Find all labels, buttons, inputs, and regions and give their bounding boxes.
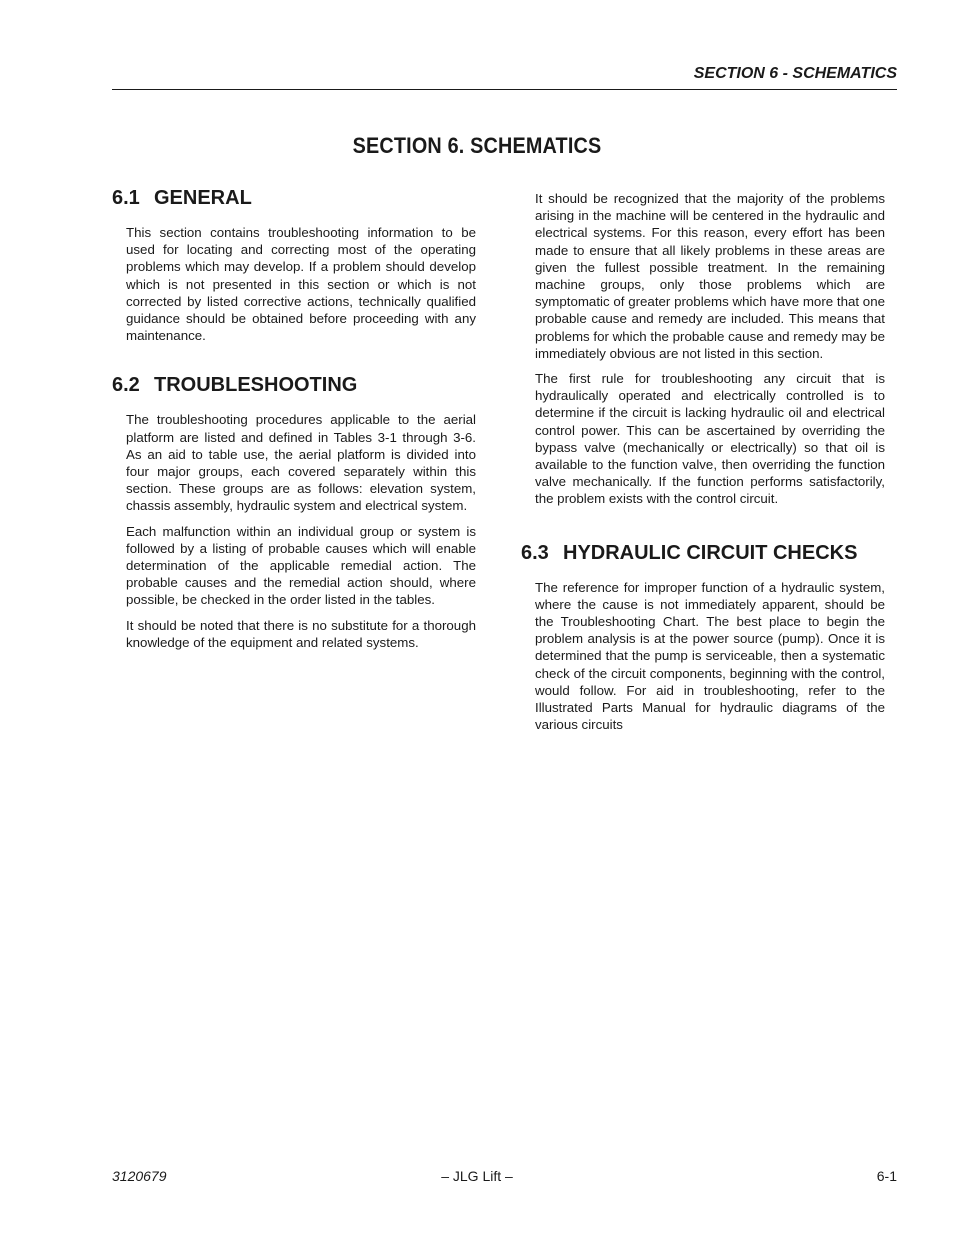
paragraph: It should be recognized that the majority of the problems arising in the machine will be centered in the hydraulic and electrical systems. For this reason, every effort has been made to ensure that all likely problems in these areas are given the fullest possible treatment. In the remaining machine groups, only those problems which are symptomatic of greater problems which have more that one probable cause and remedy are included. This means that problems for which the probable cause and remedy may be immediately obvious are not listed in this section.	[535, 191, 885, 361]
section-number: 6.3	[521, 541, 549, 564]
section-title: HYDRAULIC CIRCUIT CHECKS	[563, 541, 858, 564]
section-number: 6.1	[112, 187, 140, 209]
footer-page-number: 6-1	[876, 1168, 897, 1184]
paragraph: It should be noted that there is no substitute for a thorough knowledge of the equipment and related systems.	[126, 617, 476, 650]
running-header: SECTION 6 - SCHEMATICS	[693, 65, 897, 82]
section-heading-general	[112, 187, 476, 210]
section-heading-troubleshooting	[112, 374, 476, 397]
section-number: 6.2	[112, 374, 140, 397]
left-column	[112, 187, 476, 659]
paragraph: The reference for improper function of a hydraulic system, where the cause is not immediately apparent, should be the Troubleshooting Chart. The best place to begin the problem analysis is at the power source (pump). Once it is determined that the pump is serviceable, then a systematic check of the circuit components, beginning with the control, would follow. For aid in troubleshooting, refer to the Illustrated Parts Manual for hydraulic diagrams of the various circuits	[535, 579, 885, 733]
paragraph: The troubleshooting procedures applicable to the aerial platform are listed and defined in Tables 3-1 through 3-6. As an aid to table use, the aerial platform is divided into four major groups, each covered separately within this section. These groups are as follows: elevation system, chassis assembly, hydraulic system and electrical system.	[126, 412, 476, 514]
section-title: GENERAL	[154, 187, 252, 209]
header-divider	[112, 89, 897, 90]
paragraph: This section contains troubleshooting information to be used for locating and correcting most of the operating problems which may develop. If a problem should develop which is not presented in this section or which is not corrected by listed corrective actions, technically qualified guidance should be obtained before proceeding with any maintenance.	[126, 225, 476, 344]
footer-publisher: – JLG Lift –	[441, 1168, 513, 1184]
page-title: SECTION 6. SCHEMATICS	[352, 133, 602, 158]
section-title: TROUBLESHOOTING	[154, 374, 358, 397]
paragraph: The first rule for troubleshooting any circuit that is hydraulically operated and electrically controlled is to determine if the circuit is lacking hydraulic oil and electrical control power. This can be ascertained by overriding the bypass valve (mechanically or electrically) so that oil is available to the function valve, then overriding the function valve mechanically. If the function performs satisfactorily, the problem exists with the control circuit.	[535, 371, 885, 507]
section-heading-hydraulic-circuit-checks	[521, 542, 885, 565]
paragraph: Each malfunction within an individual group or system is followed by a listing of probable causes which will enable determination of the applicable remedial action. The probable causes and the remedial action should, where possible, be checked in the order listed in the tables.	[126, 523, 476, 608]
footer-doc-number: 3120679	[112, 1168, 167, 1184]
right-column	[521, 190, 885, 741]
